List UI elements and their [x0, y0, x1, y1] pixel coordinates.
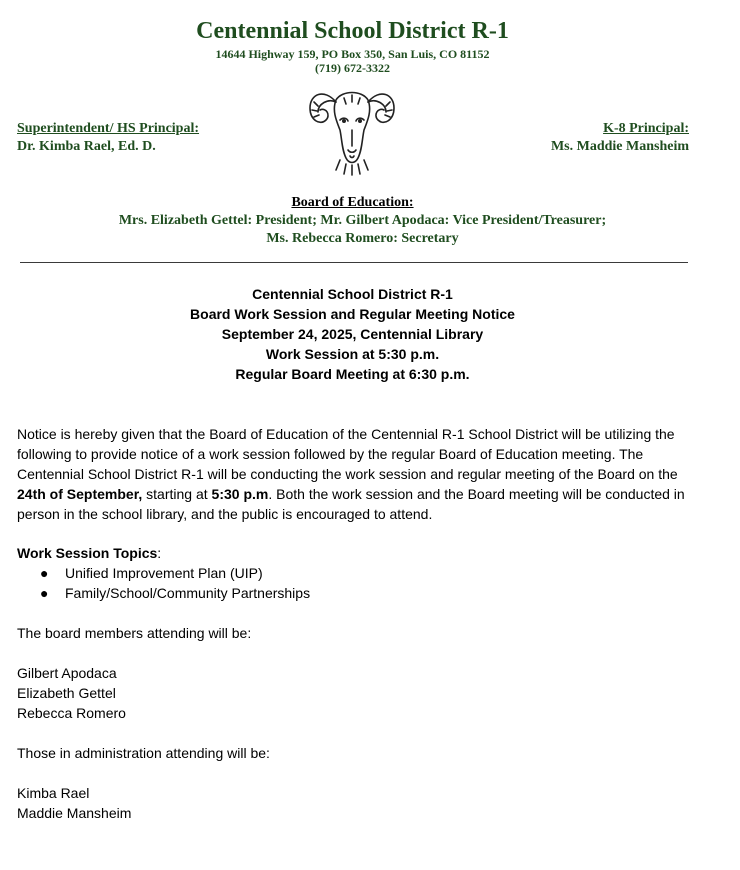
superintendent-name: Dr. Kimba Rael, Ed. D. [17, 139, 156, 154]
principal-name: Ms. Maddie Mansheim [550, 139, 689, 154]
district-address: 14644 Highway 159, PO Box 350, San Luis, CO 81152 [215, 47, 490, 61]
topics-list [40, 563, 310, 603]
regular-meeting-time: Regular Board Meeting at 6:30 p.m. [235, 366, 470, 382]
meeting-title-block [0, 284, 705, 384]
meeting-district: Centennial School District R-1 [252, 286, 453, 302]
board-heading: Board of Education: [291, 195, 414, 210]
list-item: Gilbert Apodaca [17, 665, 117, 681]
meeting-date-place: September 24, 2025, Centennial Library [221, 326, 484, 342]
principal-label: K-8 Principal: [603, 121, 689, 136]
list-item [40, 583, 310, 603]
superintendent-label: Superintendent/ HS Principal: [17, 121, 200, 136]
list-item: Maddie Mansheim [17, 805, 132, 821]
list-item: Rebecca Romero [17, 705, 126, 721]
admin-attendee-list [17, 783, 697, 823]
work-session-time: Work Session at 5:30 p.m. [265, 346, 440, 362]
board-attendee-list [17, 663, 697, 723]
ram-head-mascot-icon [306, 80, 398, 176]
list-item [40, 563, 310, 583]
notice-paragraph [17, 424, 697, 524]
board-members-line: Mrs. Elizabeth Gettel: President; Mr. Gilbert Apodaca: Vice President/Treasurer; [118, 213, 607, 228]
topics-heading-text: Work Session Topics [17, 545, 158, 561]
topics-heading-colon: : [157, 545, 162, 561]
notice-text-1: Notice is hereby given that the Board of Education of the Centennial R-1 School District will be utilizing the following to provide notice of a work session followed by the regular Board of Education meeting. The Centennial School District R-1 will be conducting the work session and regular meeting of the Board on the [17, 426, 678, 482]
district-phone: (719) 672-3322 [315, 61, 390, 75]
notice-text-3: . Both the work session and the Board meeting will be conducted in person in the school library, and the public is encouraged to attend. [17, 486, 685, 522]
bullet-icon: ● [40, 565, 49, 581]
topics-heading [17, 543, 697, 563]
notice-time: 5:30 p.m [211, 486, 269, 502]
district-title: Centennial School District R-1 [196, 18, 509, 44]
notice-date: 24th of September, [17, 486, 143, 502]
notice-text-2: starting at [142, 486, 212, 502]
topic-item: Family/School/Community Partnerships [65, 585, 311, 601]
board-secretary-line: Ms. Rebecca Romero: Secretary [266, 231, 459, 246]
topic-item: Unified Improvement Plan (UIP) [65, 565, 263, 581]
admin-attending-heading: Those in administration attending will be: [17, 745, 270, 761]
header-divider [20, 262, 688, 263]
bullet-icon: ● [40, 585, 49, 601]
list-item: Elizabeth Gettel [17, 685, 116, 701]
board-attending-heading: The board members attending will be: [17, 625, 252, 641]
list-item: Kimba Rael [17, 785, 90, 801]
meeting-title: Board Work Session and Regular Meeting Notice [190, 306, 515, 322]
